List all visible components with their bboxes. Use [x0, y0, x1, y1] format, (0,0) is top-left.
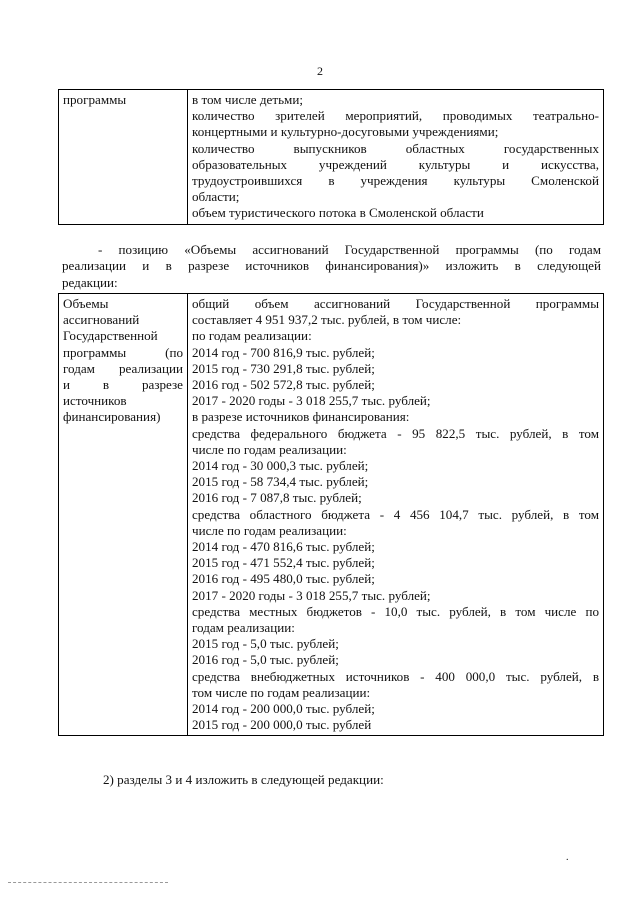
- table1-right-line: концертными и культурно-досуговыми учреждениями;: [192, 124, 499, 140]
- table2-left-line: программы (по: [63, 344, 183, 360]
- table2-left-line: ассигнований: [63, 312, 140, 328]
- table2-right-line: годам реализации:: [192, 620, 295, 636]
- table2-right-line: средства областного бюджета - 4 456 104,7 тыс. рублей, в том: [192, 506, 599, 522]
- table1-right-line: количество зрителей мероприятий, проводимых театрально-: [192, 108, 599, 124]
- table1-right-line: образовательных учреждений культуры и искусства,: [192, 156, 599, 172]
- table2-right-line: средства внебюджетных источников - 400 000,0 тыс. рублей, в: [192, 668, 599, 684]
- paragraph-position-change: [62, 242, 601, 291]
- paragraph-a-line-3: редакции:: [62, 274, 118, 290]
- table2-right-cell: [188, 294, 604, 736]
- table2-left-line: Объемы: [63, 296, 109, 311]
- table1-right-line: объем туристического потока в Смоленской области: [192, 205, 484, 221]
- table2-right-line: числе по годам реализации:: [192, 522, 347, 538]
- table2-right-line: по годам реализации:: [192, 328, 312, 344]
- table2-right-line: средства местных бюджетов - 10,0 тыс. рублей, в том числе по: [192, 603, 599, 619]
- financing-volumes-table: [58, 293, 604, 736]
- paragraph-a-line-2: реализации и в разрезе источников финансирования)» изложить в следующей: [62, 258, 601, 274]
- footer-scan-mark: [8, 882, 168, 883]
- table1-right-lines: [192, 92, 599, 222]
- table2-right-line: 2015 год - 471 552,4 тыс. рублей;: [192, 555, 375, 571]
- table2-right-line: в разрезе источников финансирования:: [192, 409, 410, 425]
- table2-left-line: источников: [63, 393, 127, 409]
- table1-right-line: в том числе детьми;: [192, 92, 303, 107]
- table2-right-line: 2015 год - 730 291,8 тыс. рублей;: [192, 360, 375, 376]
- table2-right-line: составляет 4 951 937,2 тыс. рублей, в том числе:: [192, 312, 462, 328]
- table2-right-line: средства федерального бюджета - 95 822,5 тыс. рублей, в том: [192, 425, 599, 441]
- table2-left-line: годам реализации: [63, 360, 183, 376]
- table2-right-line: 2014 год - 200 000,0 тыс. рублей;: [192, 701, 375, 717]
- table1-right-cell: [188, 90, 604, 225]
- table2-right-lines: [192, 296, 599, 733]
- table2-left-line: Государственной: [63, 328, 158, 344]
- footer-dot: .: [566, 852, 569, 863]
- table1-left-cell: [59, 90, 188, 225]
- table2-right-line: 2015 год - 200 000,0 тыс. рублей: [192, 717, 372, 733]
- table2-right-line: 2017 - 2020 годы - 3 018 255,7 тыс. рублей;: [192, 587, 431, 603]
- table2-right-line: общий объем ассигнований Государственной программы: [192, 296, 599, 311]
- table2-right-line: 2016 год - 502 572,8 тыс. рублей;: [192, 377, 375, 393]
- table2-right-line: 2014 год - 470 816,6 тыс. рублей;: [192, 539, 375, 555]
- table2-right-line: 2015 год - 58 734,4 тыс. рублей;: [192, 474, 369, 490]
- paragraph-a-line-1: - позицию «Объемы ассигнований Государственной программы (по годам: [98, 242, 601, 257]
- table2-right-line: 2015 год - 5,0 тыс. рублей;: [192, 636, 339, 652]
- table2-right-line: числе по годам реализации:: [192, 441, 347, 457]
- table2-left-cell: [59, 294, 188, 736]
- table1-right-line: трудоустроившихся в учреждения культуры Смоленской: [192, 173, 599, 189]
- table2-right-line: 2016 год - 7 087,8 тыс. рублей;: [192, 490, 362, 506]
- table2-right-line: 2017 - 2020 годы - 3 018 255,7 тыс. рублей;: [192, 393, 431, 409]
- table2-left-line: финансирования): [63, 409, 161, 425]
- table1-right-line: количество выпускников областных государственных: [192, 140, 599, 156]
- table2-right-line: 2016 год - 5,0 тыс. рублей;: [192, 652, 339, 668]
- table2-right-line: 2016 год - 495 480,0 тыс. рублей;: [192, 571, 375, 587]
- table2-right-line: 2014 год - 30 000,3 тыс. рублей;: [192, 458, 369, 474]
- table2-left-line: и в разрезе: [63, 377, 183, 393]
- table1-right-line: области;: [192, 189, 240, 205]
- table2-left-lines: [63, 296, 183, 426]
- paragraph-sections-change: 2) разделы 3 и 4 изложить в следующей редакции:: [103, 772, 384, 787]
- table2-right-line: том числе по годам реализации:: [192, 684, 371, 700]
- table1-left-label: программы: [63, 92, 127, 107]
- page-number: 2: [317, 64, 323, 78]
- program-indicators-table: [58, 89, 604, 225]
- table2-right-line: 2014 год - 700 816,9 тыс. рублей;: [192, 344, 375, 360]
